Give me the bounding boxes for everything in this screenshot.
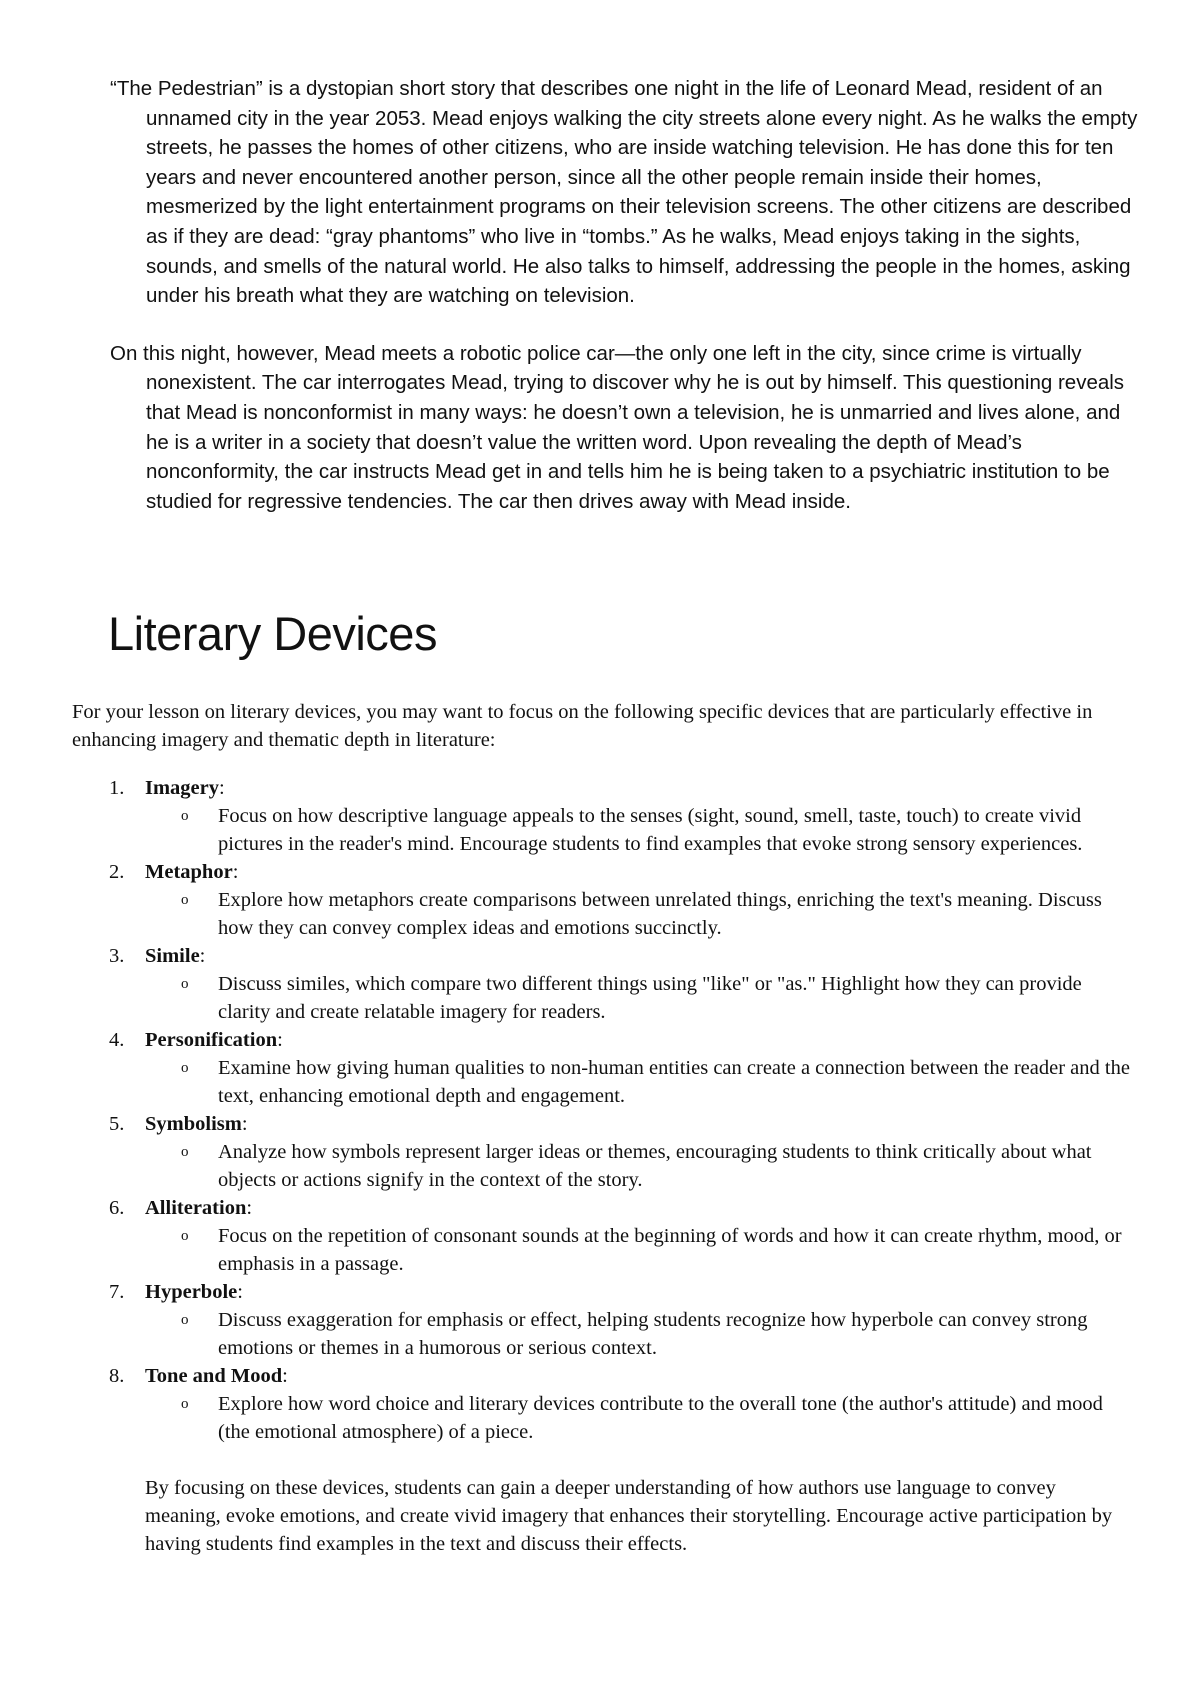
term-punctuation: : [277, 1029, 283, 1051]
term-punctuation: : [199, 945, 206, 967]
list-item [72, 1278, 1132, 1362]
circle-bullet-icon: o [181, 1060, 189, 1076]
device-term: Imagery [145, 777, 220, 799]
bullet-item [145, 970, 1132, 1026]
circle-bullet-icon: o [181, 1144, 189, 1160]
device-description: Discuss similes, which compare two different things using "like" or "as." Highlight how they can provide clarity and create relatable imagery for readers. [218, 973, 1082, 1023]
bullet-item [145, 1390, 1132, 1446]
term-punctuation: : [246, 1197, 253, 1219]
circle-bullet-icon: o [181, 1312, 189, 1328]
device-description: Focus on the repetition of consonant sounds at the beginning of words and how it can create rhythm, mood, or emphasis in a passage. [218, 1225, 1122, 1275]
sub-bullets [145, 970, 1132, 1026]
term-punctuation: : [237, 1281, 243, 1303]
item-number: 1. [109, 777, 125, 799]
story-summary [110, 74, 1140, 544]
device-term: Symbolism [145, 1113, 242, 1135]
item-number: 5. [109, 1113, 125, 1135]
sub-bullets [145, 1138, 1132, 1194]
device-term: Personification [145, 1029, 278, 1051]
device-term: Simile [145, 945, 200, 967]
item-number: 2. [109, 861, 125, 883]
bullet-item [145, 1138, 1132, 1194]
sub-bullets [145, 1222, 1132, 1278]
bullet-item [145, 1054, 1132, 1110]
closing-paragraph: By focusing on these devices, students can gain a deeper understanding of how authors use language to convey meaning, evoke emotions, and create vivid imagery that enhances their storytelling. Encourage active participation by having students find examples in the text and discuss their effects. [145, 1477, 1113, 1555]
bullet-item [145, 1222, 1132, 1278]
section-heading: Literary Devices [108, 607, 437, 660]
term-punctuation: : [241, 1113, 248, 1135]
device-description: Explore how word choice and literary devices contribute to the overall tone (the author's attitude) and mood (the emotional atmosphere) of a piece. [218, 1393, 1103, 1443]
list-item [72, 1362, 1132, 1446]
device-description: Focus on how descriptive language appeals to the senses (sight, sound, smell, taste, touch) to create vivid pictures in the reader's mind. Encourage students to find examples that evoke strong sensory experiences. [218, 805, 1083, 855]
circle-bullet-icon: o [181, 976, 189, 992]
bullet-item [145, 802, 1132, 858]
sub-bullets [145, 1390, 1132, 1446]
device-term: Alliteration [145, 1197, 247, 1219]
list-item [72, 942, 1132, 1026]
summary-paragraph: On this night, however, Mead meets a robotic police car—the only one left in the city, since crime is virtually nonexistent. The car interrogates Mead, trying to discover why he is out by himself. This questioning reveals that Mead is nonconformist in many ways: he doesn’t own a television, he is unmarried and lives alone, and he is a writer in a society that doesn’t value the written word. Upon revealing the depth of Mead’s nonconformity, the car instructs Mead get in and tells him he is being taken to a psychiatric institution to be studied for regressive tendencies. The car then drives away with Mead inside. [110, 341, 1125, 513]
circle-bullet-icon: o [181, 892, 189, 908]
device-list [72, 774, 1132, 1446]
intro-paragraph: For your lesson on literary devices, you may want to focus on the following specific devices that are particularly effective in enhancing imagery and thematic depth in literature: [72, 701, 1093, 751]
summary-paragraph: “The Pedestrian” is a dystopian short story that describes one night in the life of Leonard Mead, resident of an unnamed city in the year 2053. Mead enjoys walking the city streets alone every night. As he walks the empty streets, he passes the homes of other citizens, who are inside watching television. He has done this for ten years and never encountered another person, since all the other people remain inside their homes, mesmerized by the light entertainment programs on their television screens. The other citizens are described as if they are dead: “gray phantoms” who live in “tombs.” As he walks, Mead enjoys taking in the sights, sounds, and smells of the natural world. He also talks to himself, addressing the people in the homes, asking under his breath what they are watching on television. [110, 77, 1138, 308]
sub-bullets [145, 886, 1132, 942]
device-term: Hyperbole [145, 1281, 238, 1303]
bullet-item [145, 1306, 1132, 1362]
list-item [72, 858, 1132, 942]
term-punctuation: : [219, 777, 225, 799]
item-number: 8. [109, 1365, 125, 1387]
circle-bullet-icon: o [181, 808, 189, 824]
circle-bullet-icon: o [181, 1228, 189, 1244]
device-term: Metaphor [145, 861, 233, 883]
device-term: Tone and Mood [145, 1365, 283, 1387]
item-number: 4. [109, 1029, 125, 1051]
device-description: Examine how giving human qualities to non-human entities can create a connection between the reader and the text, enhancing emotional depth and engagement. [218, 1057, 1130, 1107]
sub-bullets [145, 1054, 1132, 1110]
item-number: 3. [109, 945, 125, 967]
bullet-item [145, 886, 1132, 942]
term-punctuation: : [282, 1365, 288, 1387]
device-description: Analyze how symbols represent larger ideas or themes, encouraging students to think critically about what objects or actions signify in the context of the story. [218, 1141, 1092, 1191]
literary-devices-section [72, 698, 1132, 1558]
list-item [72, 1110, 1132, 1194]
list-item [72, 774, 1132, 858]
list-item [72, 1026, 1132, 1110]
sub-bullets [145, 802, 1132, 858]
device-description: Explore how metaphors create comparisons between unrelated things, enriching the text's meaning. Discuss how they can convey complex ideas and emotions succinctly. [218, 889, 1102, 939]
list-item [72, 1194, 1132, 1278]
item-number: 7. [109, 1281, 125, 1303]
item-number: 6. [109, 1197, 125, 1219]
device-description: Discuss exaggeration for emphasis or effect, helping students recognize how hyperbole can convey strong emotions or themes in a humorous or serious context. [218, 1309, 1088, 1359]
term-punctuation: : [232, 861, 239, 883]
sub-bullets [145, 1306, 1132, 1362]
circle-bullet-icon: o [181, 1396, 189, 1412]
